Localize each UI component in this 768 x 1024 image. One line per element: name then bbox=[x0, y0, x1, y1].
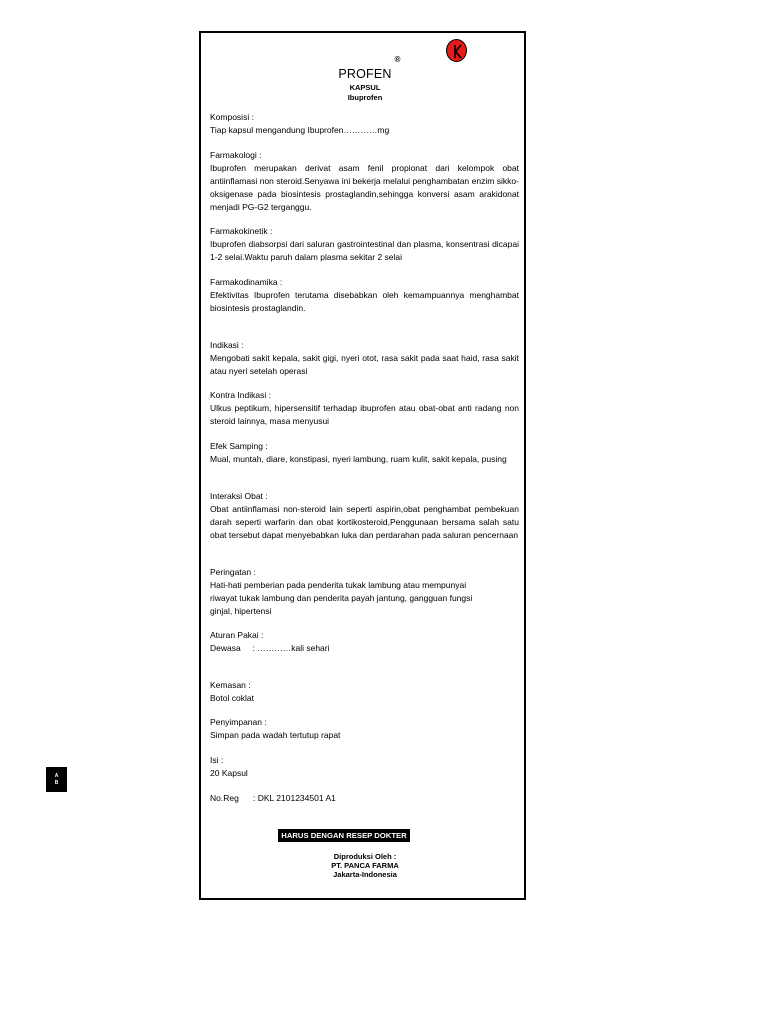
badge-line: B bbox=[54, 780, 59, 786]
section-kontra-indikasi bbox=[210, 389, 519, 428]
section-label: Farmakokinetik : bbox=[210, 226, 273, 236]
dosage-form: KAPSUL bbox=[349, 83, 381, 92]
section-text: Ibuprofen merupakan derivat asam fenil propionat dari kelompok obat antiinflamasi non steroid.Senyawa ini bekerja melalui penghambatan enzim sikko-oksigenase pada biosintesis prostaglandin,sehingga konversi asam arakidonat menjadi PG-G2 terganggu. bbox=[210, 162, 519, 212]
section-farmakodinamika bbox=[210, 276, 519, 315]
section-text: Efektivitas Ibuprofen terutama disebabkan oleh kemampuannya menghambat biosintesis prostaglandin. bbox=[210, 289, 519, 313]
section-farmakologi bbox=[210, 149, 519, 214]
section-label: Isi : bbox=[210, 755, 224, 765]
section-efek-samping bbox=[210, 440, 519, 466]
section-label: Farmakologi : bbox=[210, 150, 262, 160]
section-label: Interaksi Obat : bbox=[210, 491, 268, 501]
section-text: Ibuprofen diabsorpsi dari saluran gastrointestinal dan plasma, konsentrasi dicapai 1-2 selai.Waktu paruh dalam plasma sekitar 2 selai bbox=[210, 238, 519, 262]
section-interaksi-obat bbox=[210, 490, 519, 542]
section-text: Obat antiinflamasi non-steroid lain seperti aspirin,obat penghambat pembekuan darah seperti warfarin dan obat kortikosteroid,Penggunaan bersama salah satu obat tersebut dapat menyebabkan luka dan perdarahan pada saluran pencernaan bbox=[210, 503, 519, 540]
producer-company: PT. PANCA FARMA bbox=[331, 861, 399, 870]
section-farmakokinetik bbox=[210, 225, 519, 264]
badge-line: A bbox=[54, 773, 59, 779]
section-no-reg bbox=[210, 792, 519, 805]
section-aturan-pakai bbox=[210, 629, 519, 655]
company-logo bbox=[446, 39, 467, 62]
section-text: Dewasa : …………kali sehari bbox=[210, 642, 330, 653]
producer-location: Jakarta-Indonesia bbox=[333, 870, 397, 879]
side-badge bbox=[46, 767, 67, 792]
section-label: Komposisi : bbox=[210, 112, 254, 122]
k-logo-icon bbox=[447, 40, 468, 63]
section-label: Peringatan : bbox=[210, 567, 256, 577]
section-text: Mengobati sakit kepala, sakit gigi, nyeri otot, rasa sakit pada saat haid, rasa sakit atau nyeri setelah operasi bbox=[210, 352, 519, 376]
brand-name: PROFEN bbox=[338, 67, 392, 81]
registration-number: No.Reg : DKL 2101234501 A1 bbox=[210, 793, 336, 803]
section-text-line: ginjal, hipertensi bbox=[210, 605, 272, 616]
section-text: Mual, muntah, diare, konstipasi, nyeri lambung, ruam kulit, sakit kepala, pusing bbox=[210, 453, 507, 464]
section-text-line: riwayat tukak lambung dan penderita payah jantung, gangguan fungsi bbox=[210, 592, 473, 603]
section-kemasan bbox=[210, 679, 519, 705]
section-text: Botol coklat bbox=[210, 692, 254, 703]
active-ingredient: Ibuprofen bbox=[347, 93, 383, 102]
section-label: Efek Samping : bbox=[210, 441, 268, 451]
section-indikasi bbox=[210, 339, 519, 378]
section-label: Aturan Pakai : bbox=[210, 630, 264, 640]
section-label: Penyimpanan : bbox=[210, 717, 267, 727]
section-text-line: Hati-hati pemberian pada penderita tukak lambung atau mempunyai bbox=[210, 579, 467, 590]
section-label: Indikasi : bbox=[210, 340, 244, 350]
section-peringatan bbox=[210, 566, 519, 618]
section-komposisi bbox=[210, 111, 519, 137]
section-label: Farmakodinamika : bbox=[210, 277, 283, 287]
registered-mark: ® bbox=[394, 55, 401, 64]
section-penyimpanan bbox=[210, 716, 519, 742]
section-label: Kemasan : bbox=[210, 680, 251, 690]
section-text: Ulkus peptikum, hipersensitif terhadap ibuprofen atau obat-obat anti radang non steroid lainnya, masa menyusui bbox=[210, 402, 519, 426]
section-isi bbox=[210, 754, 519, 780]
section-text: 20 Kapsul bbox=[210, 767, 248, 778]
prescription-warning: HARUS DENGAN RESEP DOKTER bbox=[278, 829, 410, 842]
section-text: Simpan pada wadah tertutup rapat bbox=[210, 729, 341, 740]
section-text: Tiap kapsul mengandung Ibuprofen…………mg bbox=[210, 124, 390, 135]
section-label: Kontra Indikasi : bbox=[210, 390, 271, 400]
producer-label: Diproduksi Oleh : bbox=[333, 852, 397, 861]
